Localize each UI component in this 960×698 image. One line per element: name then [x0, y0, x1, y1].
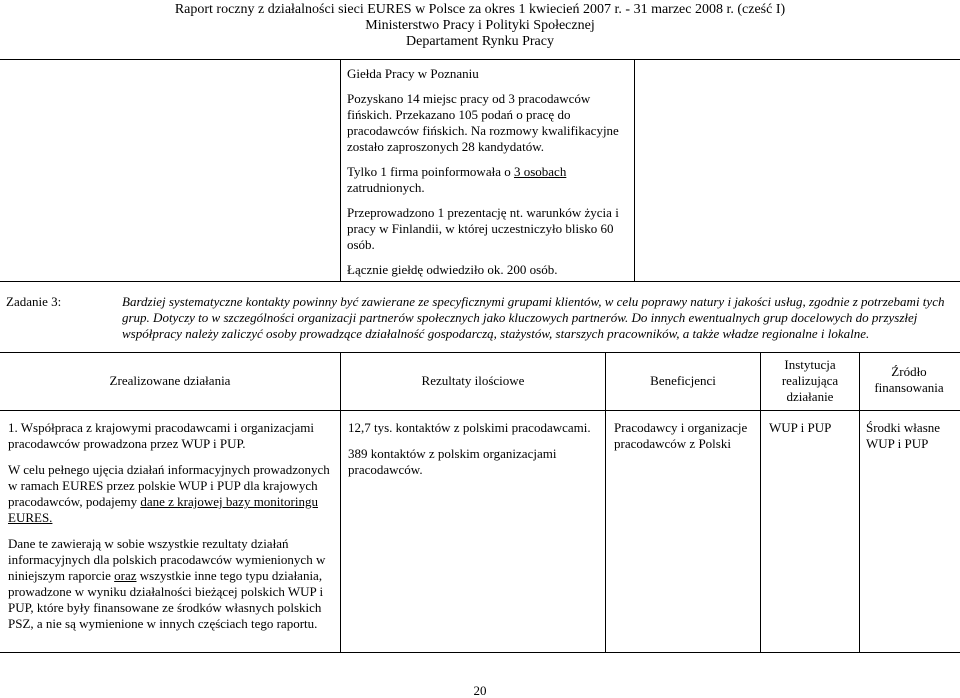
- upper-table-divider-right: [634, 59, 635, 281]
- job-fair-paragraph-offers: Pozyskano 14 miejsc pracy od 3 pracodawców fińskich. Przekazano 105 podań o pracę do pracodawców fińskich. Na rozmowy kwalifikacyjne zostało zaproszonych 28 kandydatów.: [347, 91, 619, 154]
- cell-institution: WUP i PUP: [769, 420, 832, 435]
- header-department: Departament Rynku Pracy: [406, 34, 554, 49]
- lower-table-top-border: [0, 352, 960, 353]
- task-description: Bardziej systematyczne kontakty powinny być zawierane ze specyficznymi grupami klientów, w celu poprawy natury i jakości usług, zgodnie z potrzebami tych grup. Dotyczy to w szczególności organizacji partnerów społecznych jako kluczowych partnerów. Do innych ewentualnych grup docelowych do przyszłej współpracy należy zaliczyć osoby prowadzące działalność gospodarczą, stażystów, starszych pracowników, a także władze regionalne i lokalne.: [122, 294, 945, 341]
- upper-table-bottom-border: [0, 281, 960, 282]
- results-employer-contacts: 12,7 tys. kontaktów z polskimi pracodawcami.: [348, 420, 591, 435]
- job-fair-paragraph-visitors: Łącznie giełdę odwiedziło ok. 200 osób.: [347, 262, 558, 277]
- actions-paragraph-data-scope: Dane te zawierają w sobie wszystkie rezultaty działań informacyjnych dla polskich pracodawców wymienionych w niniejszym raporcie oraz wszystkie inne tego typu działania, prowadzone w wyniku działalności bieżącej polskich WUP i PUP, które były finansowane ze środków własnych polskich PSZ, a nie są wymienione w innych częściach tego raportu.: [8, 536, 326, 631]
- actions-paragraph-cooperation: 1. Współpraca z krajowymi pracodawcami i organizacjami pracodawców prowadzona przez WUP i PUP.: [8, 420, 314, 451]
- actions-paragraph-monitoring: W celu pełnego ujęcia działań informacyjnych prowadzonych w ramach EURES przez polskie WUP i PUP dla krajowych pracodawców, podajemy dane z krajowej bazy monitoringu EURES.: [8, 462, 330, 525]
- lower-table-divider-3: [760, 352, 761, 652]
- lower-table-bottom-border: [0, 652, 960, 653]
- upper-table-top-border: [0, 59, 960, 60]
- header-report-title: Raport roczny z działalności sieci EURES w Polsce za okres 1 kwiecień 2007 r. - 31 marzec 2008 r. (cześć I): [174, 2, 786, 17]
- document-header: [0, 2, 960, 50]
- lower-table-divider-1: [340, 352, 341, 652]
- cell-funding: Środki własne WUP i PUP: [866, 420, 941, 451]
- header-ministry: Ministerstwo Pracy i Polityki Społecznej: [365, 18, 595, 33]
- job-fair-paragraph-presentation: Przeprowadzono 1 prezentację nt. warunków życia i pracy w Finlandii, w której uczestniczyło blisko 60 osób.: [347, 205, 619, 252]
- lower-table-header-bottom-border: [0, 410, 960, 411]
- lower-table-divider-4: [859, 352, 860, 652]
- lower-table-divider-2: [605, 352, 606, 652]
- cell-beneficiaries: Pracodawcy i organizacje pracodawców z Polski: [614, 420, 748, 451]
- job-fair-poznan-cell: [347, 66, 627, 278]
- column-header-actions: Zrealizowane działania: [109, 373, 231, 388]
- column-header-institution: Instytucja realizująca działanie: [781, 357, 839, 404]
- upper-table-divider-left: [340, 59, 341, 281]
- page-number: 20: [473, 683, 487, 698]
- job-fair-paragraph-employment: Tylko 1 firma poinformowała o 3 osobach zatrudnionych.: [347, 164, 567, 195]
- results-organization-contacts: 389 kontaktów z polskim organizacjami pracodawców.: [348, 446, 557, 477]
- task-label: Zadanie 3:: [6, 294, 62, 309]
- column-header-funding: Źródło finansowania: [874, 364, 944, 395]
- cell-results: [348, 420, 602, 488]
- column-header-results: Rezultaty ilościowe: [421, 373, 525, 388]
- column-header-beneficiaries: Beneficjenci: [650, 373, 716, 388]
- cell-actions: [8, 420, 336, 642]
- job-fair-title: Giełda Pracy w Poznaniu: [347, 66, 479, 81]
